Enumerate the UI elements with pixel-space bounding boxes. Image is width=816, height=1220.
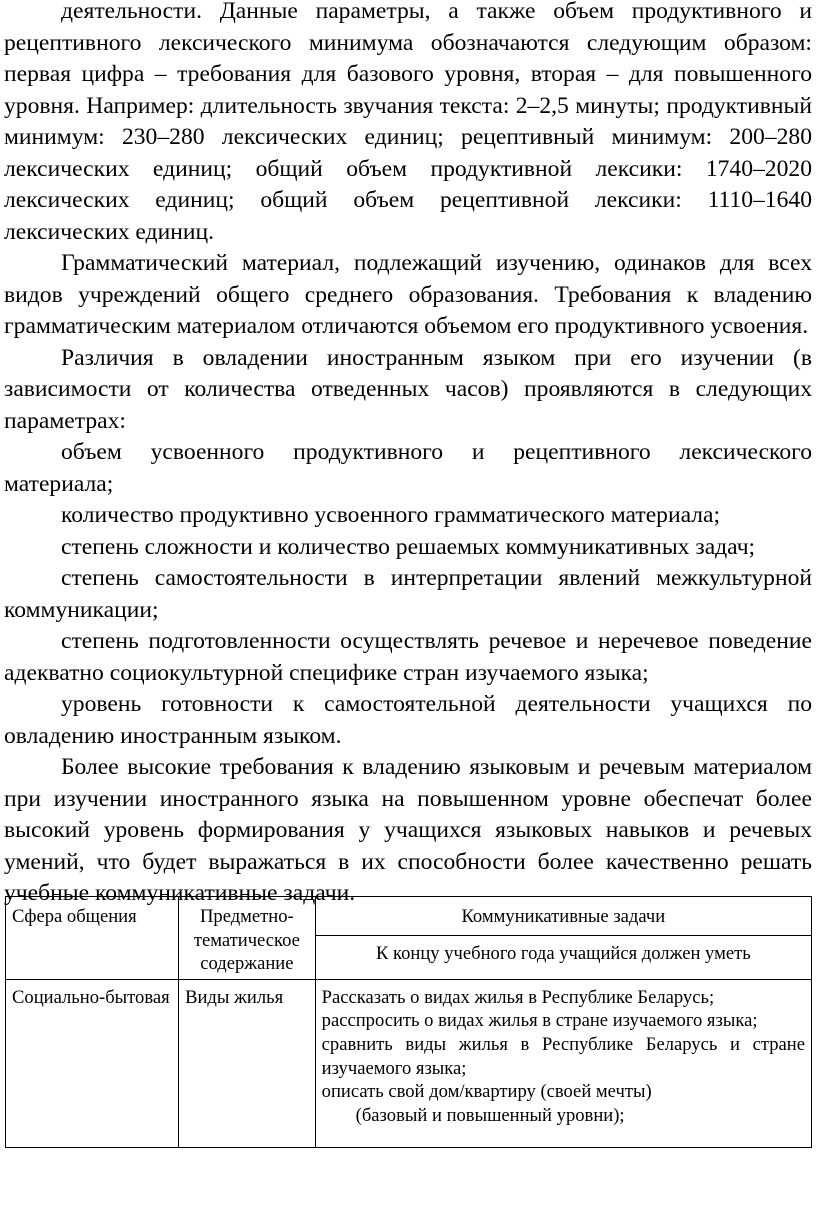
list-item: степень сложности и количество решаемых коммуникативных задач; — [61, 533, 756, 560]
paragraph: Более высокие требования к владению языковым и речевым материалом при изучении иностранного языка на повышенном уровне обеспечат более высокий уровень формирования у учащихся языковых навыков и речевых умений, что будет выражаться в их способности более качественно решать учебные коммуникативные задачи. — [4, 754, 812, 906]
header-tasks: Коммуникативные задачи — [315, 897, 811, 936]
table-header-row — [6, 897, 812, 936]
header-tasks-sub: К концу учебного года учащийся должен уметь — [315, 936, 811, 980]
cell-sphere: Социально-бытовая — [6, 979, 179, 1148]
list-item: количество продуктивно усвоенного грамматического материала; — [61, 502, 721, 528]
header-sphere: Сфера общения — [6, 897, 179, 980]
task-item: расспросить о видах жилья в стране изучаемого языка; — [321, 1010, 758, 1032]
list-item: степень самостоятельности в интерпретации явлений межкультурной коммуникации; — [4, 565, 812, 623]
list-item: степень подготовленности осуществлять речевое и неречевое поведение адекватно социокультурной специфике стран изучаемого языка; — [4, 628, 812, 686]
paragraph: Различия в овладении иностранным языком при его изучении (в зависимости от количества отведенных часов) проявляются в следующих параметрах: — [4, 344, 812, 434]
task-item: (базовый и повышенный уровни); — [355, 1104, 625, 1126]
cell-tasks — [315, 979, 811, 1148]
table-row — [6, 979, 812, 1148]
header-topic: Предметно-тематическое содержание — [179, 897, 316, 980]
body-text — [4, 0, 812, 910]
task-item: сравнить виды жилья в Республике Беларусь и стране изучаемого языка; — [321, 1033, 805, 1079]
task-item: Рассказать о видах жилья в Республике Беларусь; — [321, 986, 715, 1008]
list-item: объем усвоенного продуктивного и рецептивного лексического материала; — [4, 439, 812, 497]
communication-table — [5, 896, 812, 1148]
paragraph: деятельности. Данные параметры, а также объем продуктивного и рецептивного лексического минимума обозначаются следующим образом: первая цифра – требования для базового уровня, вторая – для повышенного уровня. Например: длительность звучания текста: 2–2,5 минуты; продуктивный минимум: 230–280 лексических единиц; рецептивный минимум: 200–280 лексических единиц; общий объем продуктивной лексики: 1740–2020 лексических единиц; общий объем рецептивной лексики: 1110–1640 лексических единиц. — [4, 0, 812, 245]
cell-topic: Виды жилья — [179, 979, 316, 1148]
paragraph: Грамматический материал, подлежащий изучению, одинаков для всех видов учреждений общего среднего образования. Требования к владению грамматическим материалом отличаются объемом его продуктивного усвоения. — [4, 250, 812, 339]
list-item: уровень готовности к самостоятельной деятельности учащихся по овладению иностранным языком. — [4, 691, 812, 749]
task-item: описать свой дом/квартиру (своей мечты) — [321, 1081, 652, 1103]
